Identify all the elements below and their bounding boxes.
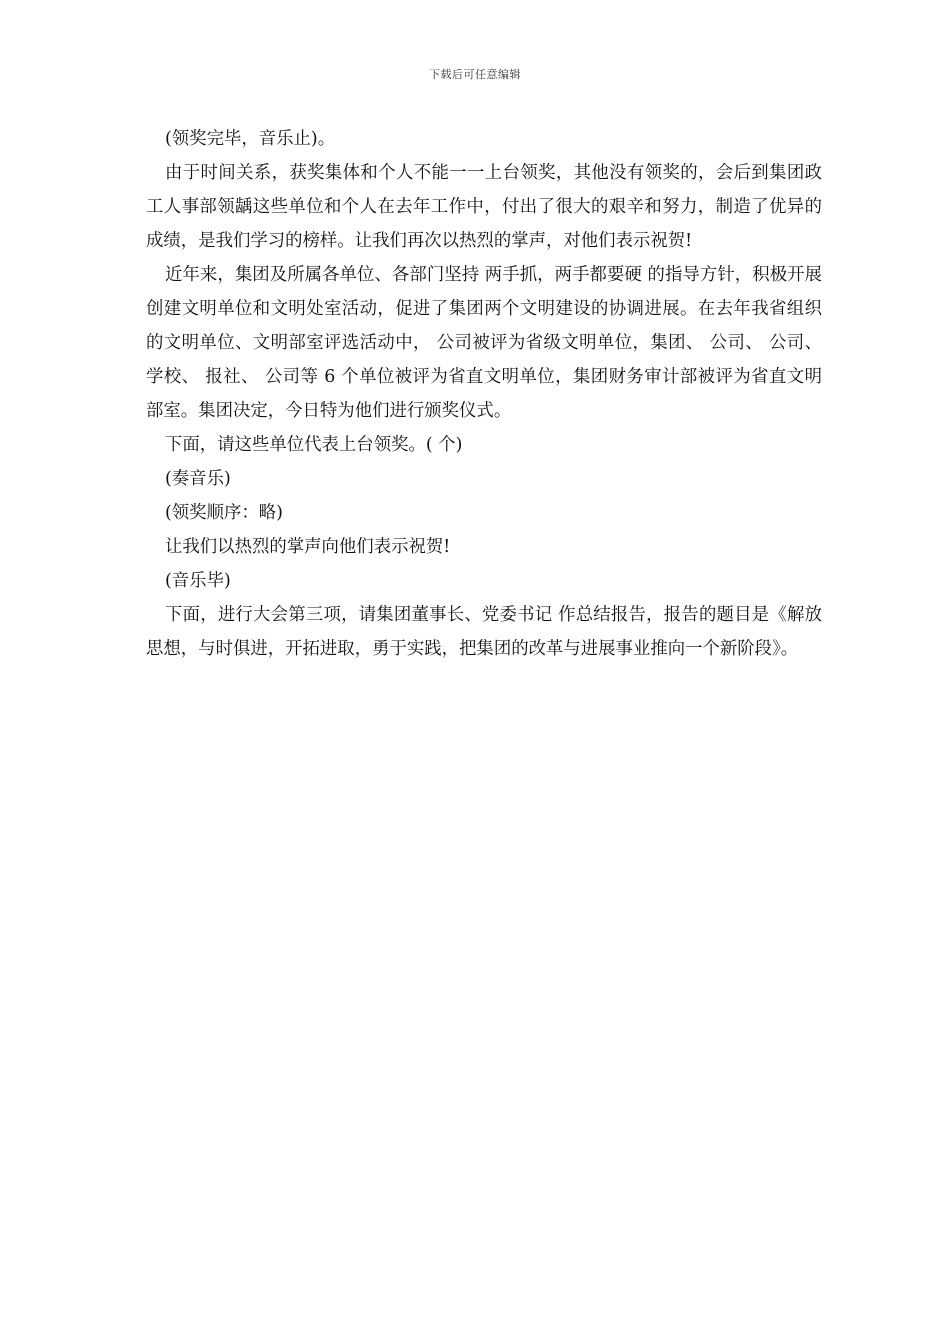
paragraph-applause: 让我们以热烈的掌声向他们表示祝贺! [165, 537, 451, 557]
document-body [146, 122, 822, 666]
paragraph-award-order: (领奖顺序：略) [165, 503, 283, 523]
paragraph-civilization-units: 近年来，集团及所属各单位、各部门坚持 两手抓，两手都要硬 的指导方针，积极开展创建文明单位和文明处室活动，促进了集团两个文明建设的协调进展。在去年我省组织的文明单位、文明部室评选活动中， 公司被评为省级文明单位，集团、 公司、 公司、 学校、 报社、 公司等 6 个单位被评为省直文明单位，集团财务审计部被评为省直文明部室。集团决定，今日特为他们进行颁奖仪式。 [146, 265, 822, 421]
paragraph-music-ends: (音乐毕) [165, 571, 231, 591]
paragraph-play-music: (奏音乐) [165, 469, 231, 489]
paragraph-third-item-report: 下面，进行大会第三项，请集团董事长、党委书记 作总结报告，报告的题目是《解放思想，与时俱进，开拓进取，勇于实践，把集团的改革与进展事业推向一个新阶段》。 [146, 605, 822, 659]
paragraph-time-constraint: 由于时间关系，获奖集体和个人不能一一上台领奖，其他没有领奖的，会后到集团政工人事部领龋这些单位和个人在去年工作中，付出了很大的艰辛和努力，制造了优异的成绩，是我们学习的榜样。让我们再次以热烈的掌声，对他们表示祝贺! [146, 163, 822, 251]
paragraph-award-finished: (领奖完毕，音乐止)。 [165, 129, 336, 149]
page-header: 下载后可任意编辑 [429, 68, 521, 81]
paragraph-unit-representatives: 下面，请这些单位代表上台领奖。( 个) [165, 435, 463, 455]
